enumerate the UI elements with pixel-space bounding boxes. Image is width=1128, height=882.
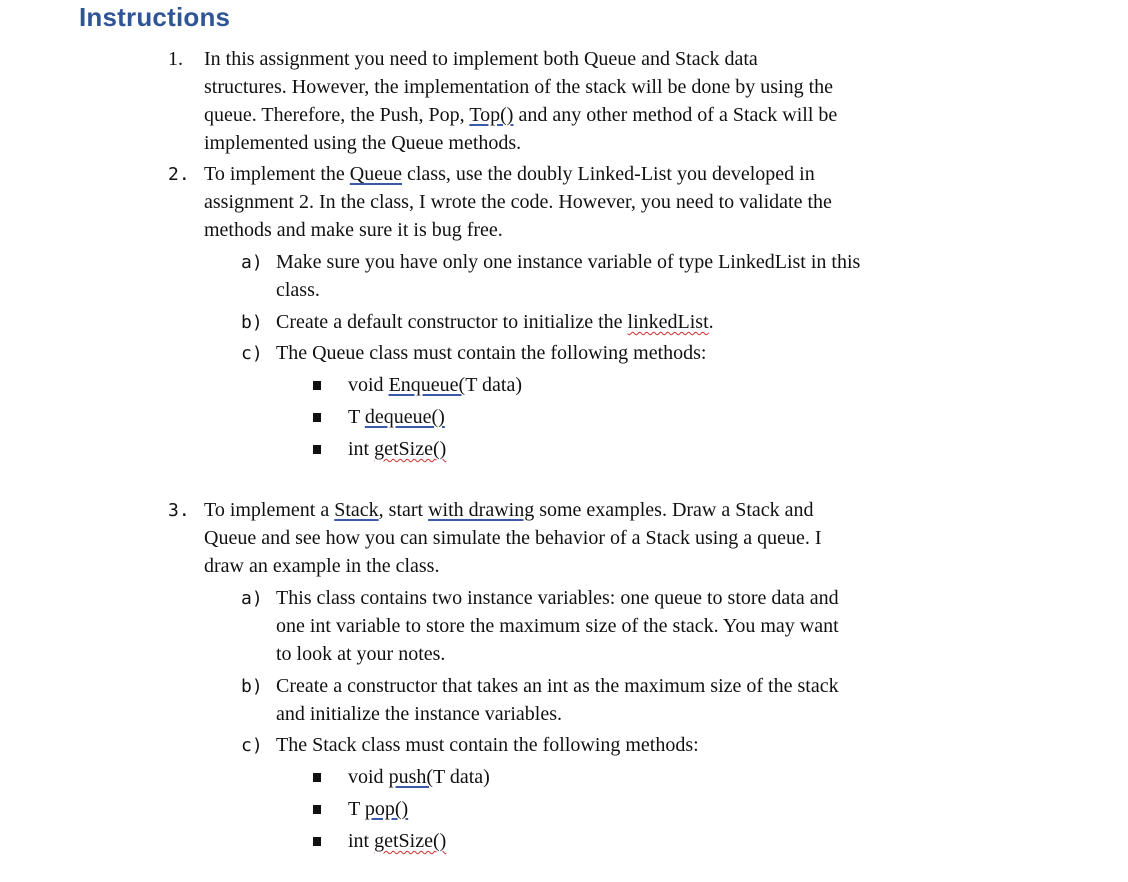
page-title: Instructions xyxy=(79,2,231,32)
item-2a-label: a) xyxy=(241,252,263,273)
stack-method-push: void push(T data) xyxy=(348,766,490,788)
item-2c-text: The Queue class must contain the following methods: xyxy=(276,342,707,364)
bullet-icon xyxy=(313,413,321,422)
item-3b-label: b) xyxy=(241,676,263,697)
queue-method-dequeue: T dequeue() xyxy=(348,406,445,428)
item-3c-text: The Stack class must contain the following methods: xyxy=(276,734,699,756)
bullet-icon xyxy=(313,381,321,390)
item-2-line-2: assignment 2. In the class, I wrote the code. However, you need to validate the xyxy=(204,191,832,213)
item-2-number: 2. xyxy=(168,164,190,185)
item-3a-text: This class contains two instance variables: one queue to store data and one int variable to store the maximum size of the stack. You may want to look at your notes. xyxy=(276,587,839,665)
item-2c-label: c) xyxy=(241,343,263,364)
item-2b-label: b) xyxy=(241,312,263,333)
item-1-line-3: queue. Therefore, the Push, Pop, Top() and any other method of a Stack will be xyxy=(204,104,838,126)
bullet-icon xyxy=(313,837,321,846)
item-2a-text: Make sure you have only one instance variable of type LinkedList in this class. xyxy=(276,251,861,301)
item-1-line-4: implemented using the Queue methods. xyxy=(204,132,522,154)
item-2-text xyxy=(204,160,1084,244)
top-method-ref: Top() xyxy=(469,104,514,126)
item-3-line-3: draw an example in the class. xyxy=(204,555,440,577)
queue-method-getsize: int getSize() xyxy=(348,438,447,460)
queue-method-enqueue: void Enqueue(T data) xyxy=(348,374,523,396)
bullet-icon xyxy=(313,805,321,814)
item-1-line-2: structures. However, the implementation of the stack will be done by using the xyxy=(204,76,834,98)
stack-ref: Stack xyxy=(334,499,379,521)
item-3-line-1: To implement a Stack, start with drawing some examples. Draw a Stack and xyxy=(204,499,814,521)
item-2b-text: Create a default constructor to initialize the linkedList. xyxy=(276,311,714,333)
item-2-line-3: methods and make sure it is bug free. xyxy=(204,219,503,241)
with-drawing-ref: with drawing xyxy=(428,499,535,521)
item-1-line-1: In this assignment you need to implement both Queue and Stack data xyxy=(204,48,758,70)
bullet-icon xyxy=(313,445,321,454)
item-3-line-2: Queue and see how you can simulate the behavior of a Stack using a queue. I xyxy=(204,527,822,549)
item-3-text xyxy=(204,496,1084,580)
item-3-number: 3. xyxy=(168,500,190,521)
linkedlist-ref: linkedList xyxy=(627,311,709,333)
item-1-text xyxy=(204,45,1084,157)
item-1-number: 1. xyxy=(168,48,183,70)
stack-method-getsize: int getSize() xyxy=(348,830,447,852)
bullet-icon xyxy=(313,773,321,782)
item-3b-text: Create a constructor that takes an int as the maximum size of the stack and initialize the instance variables. xyxy=(276,675,839,725)
queue-ref: Queue xyxy=(349,163,402,185)
item-3c-label: c) xyxy=(241,735,263,756)
item-2-line-1: To implement the Queue class, use the doubly Linked-List you developed in xyxy=(204,163,815,185)
stack-method-pop: T pop() xyxy=(348,798,409,820)
item-3a-label: a) xyxy=(241,588,263,609)
